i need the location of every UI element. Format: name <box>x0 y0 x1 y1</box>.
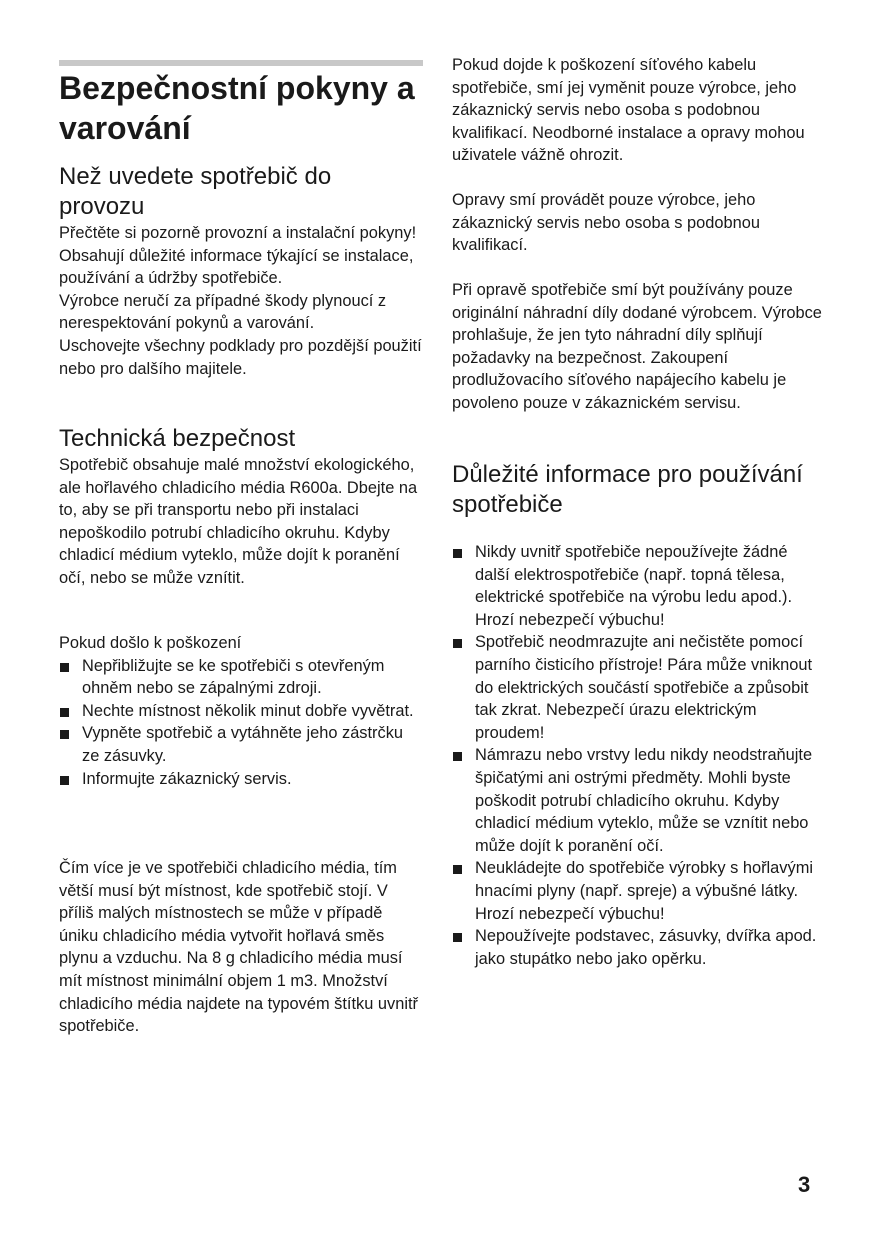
damage-lead: Pokud došlo k poškození <box>59 634 242 652</box>
paragraph: Při opravě spotřebiče smí být používány pouze originální náhradní díly dodané výrobcem. Výrobce prohlašuje, že jen tyto náhradní díly splňují požadavky na bezpečnost. Zakoupení prodlužovacího síťového napájecího kabelu je povoleno pouze v zákaznickém servisu. <box>452 281 822 412</box>
spare-parts-block <box>452 279 824 415</box>
square-bullet-icon <box>453 639 462 648</box>
square-bullet-icon <box>60 776 69 785</box>
important-info-list-block <box>452 541 824 970</box>
paragraph: Čím více je ve spotřebiči chladicího média, tím větší musí být místnost, kde spotřebič stojí. V příliš malých místnostech se může v případě úniku chladicího média vytvořit hořlavá směs plynu a vzduchu. Na 8 g chladicího média musí mít místnost minimální objem 1 m3. Množství chladicího média najdete na typovém štítku uvnitř spotřebiče. <box>59 859 418 1036</box>
refrigerant-volume-block <box>59 857 423 1038</box>
paragraph: Pokud dojde k poškození síťového kabelu spotřebiče, smí jej vyměnit pouze výrobce, jeho zákaznický servis nebo osoba s podobnou kvalifikací. Neodborné instalace a opravy mohou uživatele vážně ohrozit. <box>452 56 805 165</box>
list-item: Informujte zákaznický servis. <box>59 768 423 791</box>
section-heading-before-use: Než uvedete spotřebič do provozu <box>59 163 332 220</box>
square-bullet-icon <box>60 708 69 717</box>
square-bullet-icon <box>453 549 462 558</box>
list-item: Námrazu nebo vrstvy ledu nikdy neodstraňujte špičatými ani ostrými předměty. Mohli byste poškodit potrubí chladicího okruhu. Kdyby chladicí médium vyteklo, může se vznítit nebo může dojít k poranění očí. <box>452 744 824 857</box>
important-info-bullet-list <box>452 541 824 970</box>
cable-damage-block <box>452 54 824 167</box>
paragraph: Výrobce neručí za případné škody plynoucí z nerespektování pokynů a varování. <box>59 291 387 333</box>
list-item: Spotřebič neodmrazujte ani nečistěte pomocí parního čisticího přístroje! Pára může vniknout do elektrických součástí spotřebiče a způsobit tak zkrat. Nebezpečí úrazu elektrickým proudem! <box>452 631 824 744</box>
square-bullet-icon <box>453 752 462 761</box>
list-item: Vypněte spotřebič a vytáhněte jeho zástrčku ze zásuvky. <box>59 722 423 767</box>
list-item: Neukládejte do spotřebiče výrobky s hořlavými hnacími plyny (např. spreje) a výbušné látky. Hrozí nebezpečí výbuchu! <box>452 857 824 925</box>
page-title: Bezpečnostní pokyny a varování <box>59 70 415 146</box>
list-item: Nechte místnost několik minut dobře vyvětrat. <box>59 700 423 723</box>
list-item: Nikdy uvnitř spotřebiče nepoužívejte žádné další elektrospotřebiče (např. topná tělesa, elektrické spotřebiče na výrobu ledu apod.). Hrozí nebezpečí výbuchu! <box>452 541 824 631</box>
list-item: Nepoužívejte podstavec, zásuvky, dvířka apod. jako stupátko nebo jako opěrku. <box>452 925 824 970</box>
section-heading-important-info: Důležité informace pro používání spotřebiče <box>452 461 803 518</box>
section-before-use <box>59 162 423 380</box>
page-number: 3 <box>798 1172 811 1197</box>
repairs-block <box>452 189 824 257</box>
paragraph: Spotřebič obsahuje malé množství ekologického, ale hořlavého chladicího média R600a. Dbejte na to, aby se při transportu nebo při instalaci nepoškodilo potrubí chladicího okruhu. Kdyby chladicí médium vyteklo, může dojít k poranění očí, nebo se může vznítit. <box>59 456 418 587</box>
paragraph: Uschovejte všechny podklady pro pozdější použití nebo pro dalšího majitele. <box>59 336 422 378</box>
damage-list-block <box>59 632 423 790</box>
paragraph: Přečtěte si pozorně provozní a instalační pokyny! Obsahují důležité informace týkající se instalace, používání a údržby spotřebiče. <box>59 224 417 288</box>
list-item: Nepřibližujte se ke spotřebiči s otevřeným ohněm nebo se zápalnými zdroji. <box>59 655 423 700</box>
section-technical-safety <box>59 424 423 590</box>
damage-bullet-list <box>59 655 423 791</box>
title-rule <box>59 60 423 66</box>
square-bullet-icon <box>453 865 462 874</box>
paragraph: Opravy smí provádět pouze výrobce, jeho zákaznický servis nebo osoba s podobnou kvalifikací. <box>452 191 760 255</box>
square-bullet-icon <box>60 730 69 739</box>
square-bullet-icon <box>60 663 69 672</box>
section-important-info <box>452 460 824 520</box>
section-heading-technical-safety: Technická bezpečnost <box>59 425 296 452</box>
square-bullet-icon <box>453 933 462 942</box>
